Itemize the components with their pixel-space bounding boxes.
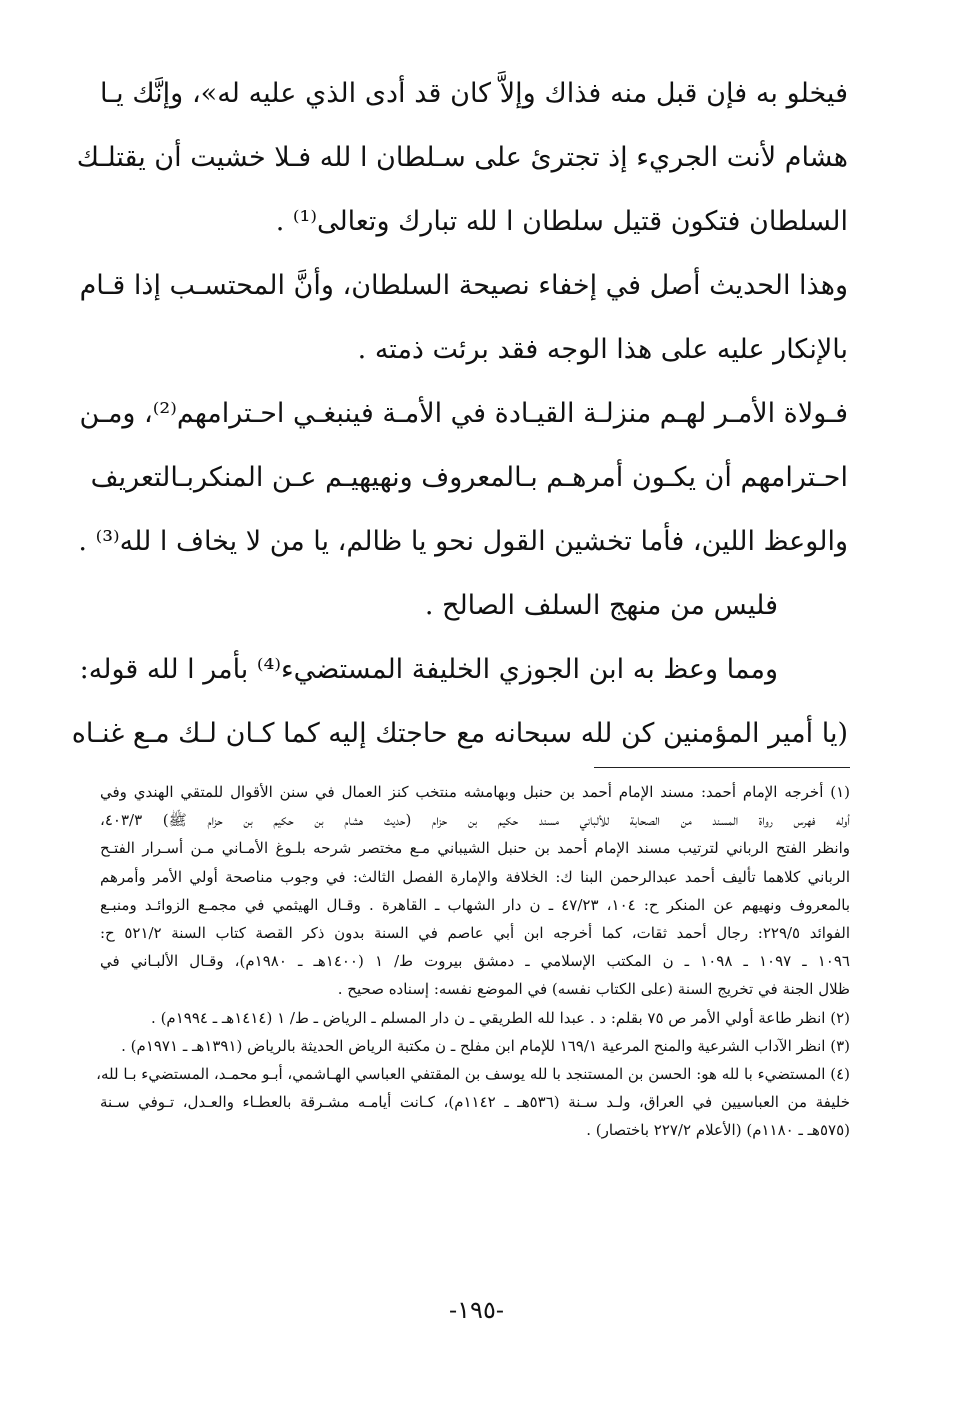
footnote-line: الرباني كلاهما تأليف أحمد عبدالرحمن البنا ك: الخلافة والإمارة الفصل الثالث: في وجوب مناصحة أولي الأمر وأمرهم bbox=[100, 867, 850, 886]
body-line-7: احـترامهم أن يكـون أمرهـم بـالمعروف ونهيهيـم عـن المنكربـالتعريف bbox=[90, 462, 848, 493]
body-line-1: فيخلو به فإن قبل منه فذاك وإلاَّ كان قد أدى الذي عليه له»، وإنَّك يـا bbox=[100, 78, 848, 109]
footnote-line: خليفة من العباسيين في العراق، ولـد سـنة (٥٣٦هـ ـ ١١٤٢م)، كـانت أيامـه مشـرقة بالعطـاء والعـدل، تـوفي سـنة bbox=[100, 1093, 850, 1112]
footnote-line: (١) أخرجه الإمام أحمد: مسند الإمام أحمد بن حنبل وبهامشه منتخب كنز العمال في سنن الأقوال للمتقي الهندي وفي bbox=[100, 783, 850, 801]
body-line-9: فليس من منهج السلف الصالح . bbox=[424, 590, 778, 621]
body-line-4: وهذا الحديث أصل في إخفاء نصيحة السلطان، وأنَّ المحتسـب إذا قـام bbox=[79, 270, 848, 301]
footnotes bbox=[96, 778, 851, 1144]
footnote-line: (٥٧٥هـ ـ ١١٨٠م) (الأعلام ٢٢٧/٢ باختصار) . bbox=[586, 1121, 850, 1140]
body-line-11: (يا أمير المؤمنين كن لله سبحانه مع حاجتك إليه كما كـان لـك مـع غنـاه bbox=[71, 718, 848, 749]
body-line-8: والوعظ اللين، فأما تخشين القول نحو يا ظالم، يا من لا يخاف ا لله⁽³⁾ . bbox=[78, 526, 848, 557]
main-text bbox=[71, 62, 848, 766]
footnote-line: ١٠٩٦ ـ ١٠٩٧ ـ ١٠٩٨ ـ ن المكتب الإسلامي ـ دمشق بيروت ط/ ١ (١٤٠٠هـ ـ ١٩٨٠م)، وقـال الألبـاني في bbox=[100, 952, 850, 971]
body-line-10: ومما وعظ به ابن الجوزي الخليفة المستضيء⁽⁴⁾ بأمر ا لله قوله: bbox=[79, 654, 778, 685]
footnote-line: الفوائد ٢٢٩/٥: رجال أحمد ثقات، كما أخرجه ابن أبي عاصم في السنة بدون ذكر القصة كتاب السنة ٥٢١/٢ ح: bbox=[100, 923, 850, 942]
page-number: -١٩٥- bbox=[449, 1296, 504, 1324]
body-line-2: هشام لأنت الجريء إذ تجترئ على سـلطان ا لله فـلا خشيت أن يقتلـك bbox=[76, 142, 848, 173]
body-line-5: بالإنكار عليه على هذا الوجه فقد برئت ذمته . bbox=[357, 334, 848, 365]
body-line-3: السلطان فتكون قتيل سلطان ا لله تبارك وتعالى⁽¹⁾ . bbox=[275, 206, 848, 237]
footnote-line: (٢) انظر طاعة أولي الأمر ص ٧٥ بقلم: د . عبدا لله الطريقي ـ ن دار المسلم ـ الرياض ـ ط/ ١ (١٤١٤هـ ـ ١٩٩٤م) . bbox=[151, 1008, 850, 1027]
footnote-line: (٣) انظر الآداب الشرعية والمنح المرعية ١٦٩/١ للإمام ابن مفلح ـ ن مكتبة الرياض الحديثة بالرياض (١٣٩١هـ ـ ١٩٧١م) . bbox=[121, 1036, 850, 1055]
footnote-line: أوله فهرس رواة المسند من الصحابة للألباني مسند حكيم بن حزام (حديث هشام بن حكيم بن حزام ﷺ) ٤٠٣/٣، bbox=[100, 811, 850, 830]
footnote-separator bbox=[594, 767, 850, 768]
footnote-line: (٤) المستضيء با لله هو: الحسن بن المستنجد با لله يوسف بن المقتفي العباسي الهـاشمي، أبـو محمـد، المستضيء بـا لله، bbox=[96, 1064, 850, 1083]
footnote-line: وانظر الفتح الرباني لترتيب مسند الإمام أحمد بن حنبل الشيباني مـع مختصر شرحه بلـوغ الأمـاني مـن أسـرار الفتـح bbox=[100, 839, 850, 858]
footnote-line: بالمعروف ونهيهم عن المنكر ح: ١٠٤، ٤٧/٢٣ ـ ن دار الشهاب ـ القاهرة . وقـال الهيثمي في مجمـع الزوائـد ومنبـع bbox=[100, 895, 851, 914]
body-line-6: فـولاة الأمـر لهـم منزلـة القيـادة في الأمـة فينبغـي احـترامهم⁽²⁾، ومـن bbox=[79, 398, 848, 429]
footnote-line: ظلال الجنة في تخريج السنة (على الكتاب نفسه) في الموضع نفسه: إسناده صحيح . bbox=[337, 980, 850, 999]
